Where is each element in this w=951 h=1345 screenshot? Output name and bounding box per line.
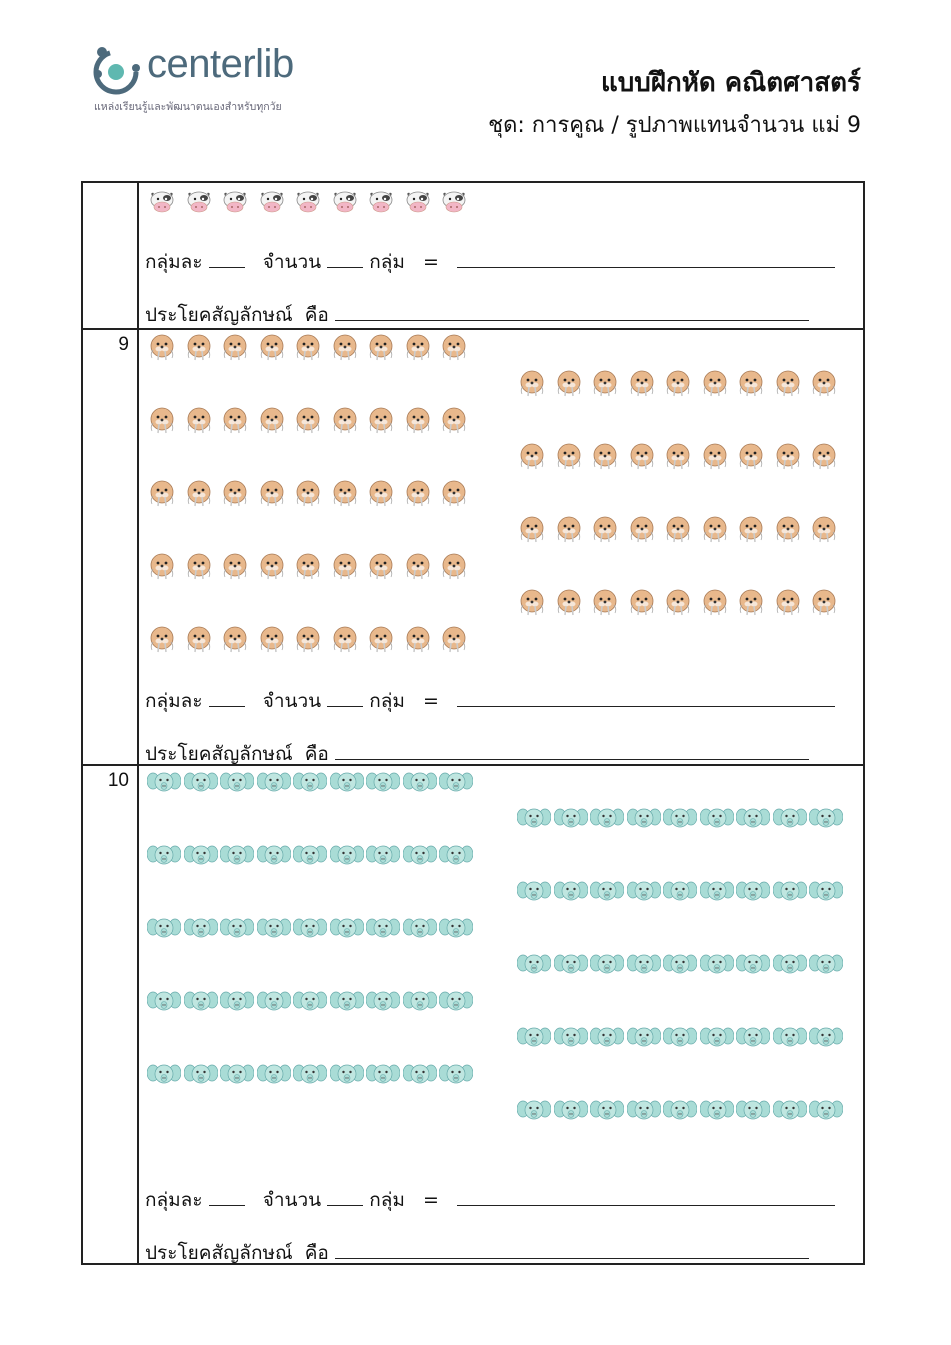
walrus-icon — [330, 407, 360, 435]
elephant-icon — [403, 770, 433, 798]
elephant-icon — [439, 916, 469, 944]
elephant-icon — [184, 770, 214, 798]
sentence-label: ประโยคสัญลักษณ์ — [145, 1242, 293, 1264]
walrus-icon — [439, 407, 469, 435]
elephant-icon — [663, 806, 693, 834]
walrus-icon — [554, 370, 584, 398]
elephant-icon — [517, 1098, 547, 1126]
walrus-icon — [330, 480, 360, 508]
walrus-icon — [184, 626, 214, 654]
per-group-blank[interactable] — [209, 1187, 245, 1206]
walrus-icon — [439, 334, 469, 362]
walrus-icon — [366, 626, 396, 654]
elephant-icon — [700, 879, 730, 907]
elephant-icon — [330, 989, 360, 1017]
walrus-icon — [403, 407, 433, 435]
count-label: จำนวน — [262, 251, 322, 273]
walrus-icon — [403, 480, 433, 508]
elephant-icon — [773, 806, 803, 834]
elephant-icon — [663, 1025, 693, 1053]
walrus-icon — [439, 626, 469, 654]
elephant-icon — [663, 1098, 693, 1126]
elephant-icon — [184, 1062, 214, 1090]
elephant-icon — [220, 989, 250, 1017]
is-label: คือ — [304, 304, 329, 326]
group-each-label: กลุ่มละ — [145, 251, 203, 273]
elephant-icon — [366, 916, 396, 944]
elephant-icon — [554, 1098, 584, 1126]
number-column — [83, 330, 139, 764]
elephant-icon — [809, 952, 839, 980]
walrus-icon — [627, 443, 657, 471]
walrus-icon — [809, 516, 839, 544]
walrus-icon — [366, 553, 396, 581]
walrus-icon — [773, 443, 803, 471]
walrus-icon — [220, 553, 250, 581]
walrus-icon — [257, 626, 287, 654]
elephant-icon — [590, 806, 620, 834]
groups-label: กลุ่ม — [369, 251, 405, 273]
answer-blank[interactable] — [457, 688, 835, 707]
logo-mark-icon — [92, 44, 144, 96]
sentence-line — [145, 300, 809, 330]
walrus-icon — [517, 443, 547, 471]
walrus-icon — [517, 370, 547, 398]
walrus-icon — [554, 516, 584, 544]
walrus-icon — [590, 443, 620, 471]
cow-icon — [147, 188, 177, 216]
elephant-icon — [220, 1062, 250, 1090]
walrus-icon — [257, 553, 287, 581]
problem-row — [83, 764, 863, 1263]
elephant-icon — [517, 879, 547, 907]
elephant-icon — [220, 916, 250, 944]
walrus-icon — [293, 480, 323, 508]
group-count-blank[interactable] — [327, 249, 363, 268]
walrus-icon — [330, 626, 360, 654]
group-each-label: กลุ่มละ — [145, 1189, 203, 1211]
logo — [92, 40, 352, 120]
walrus-icon — [439, 553, 469, 581]
elephant-icon — [736, 806, 766, 834]
count-label: จำนวน — [262, 1189, 322, 1211]
elephant-icon — [366, 843, 396, 871]
walrus-icon — [590, 516, 620, 544]
elephant-icon — [293, 843, 323, 871]
elephant-icon — [663, 879, 693, 907]
walrus-icon — [627, 516, 657, 544]
elephant-icon — [257, 770, 287, 798]
elephant-icon — [330, 770, 360, 798]
walrus-icon — [184, 553, 214, 581]
elephant-icon — [220, 770, 250, 798]
equation-line — [145, 1185, 835, 1215]
walrus-icon — [554, 443, 584, 471]
elephant-icon — [439, 770, 469, 798]
elephant-icon — [293, 916, 323, 944]
answer-blank[interactable] — [457, 1187, 835, 1206]
elephant-icon — [293, 770, 323, 798]
walrus-icon — [184, 480, 214, 508]
walrus-icon — [700, 589, 730, 617]
elephant-icon — [590, 952, 620, 980]
walrus-icon — [366, 480, 396, 508]
elephant-icon — [590, 1098, 620, 1126]
elephant-icon — [700, 952, 730, 980]
walrus-icon — [663, 370, 693, 398]
elephant-icon — [809, 1025, 839, 1053]
walrus-icon — [293, 626, 323, 654]
elephant-icon — [184, 916, 214, 944]
number-column — [83, 183, 139, 328]
walrus-icon — [700, 516, 730, 544]
elephant-icon — [147, 916, 177, 944]
walrus-icon — [627, 370, 657, 398]
elephant-icon — [147, 989, 177, 1017]
walrus-icon — [663, 589, 693, 617]
page-title: แบบฝึกหัด คณิตศาสตร์ — [600, 68, 861, 98]
walrus-icon — [403, 334, 433, 362]
walrus-icon — [366, 334, 396, 362]
elephant-icon — [700, 1025, 730, 1053]
cow-icon — [184, 188, 214, 216]
groups-label: กลุ่ม — [369, 690, 405, 712]
sentence-line — [145, 1238, 809, 1268]
sentence-blank[interactable] — [335, 1240, 809, 1259]
elephant-icon — [700, 806, 730, 834]
walrus-icon — [590, 589, 620, 617]
elephant-icon — [257, 843, 287, 871]
walrus-icon — [257, 407, 287, 435]
elephant-icon — [773, 952, 803, 980]
walrus-icon — [403, 553, 433, 581]
elephant-icon — [736, 1098, 766, 1126]
cow-icon — [403, 188, 433, 216]
is-label: คือ — [304, 743, 329, 765]
walrus-icon — [773, 589, 803, 617]
sentence-blank[interactable] — [335, 302, 809, 321]
walrus-icon — [736, 589, 766, 617]
elephant-icon — [590, 1025, 620, 1053]
walrus-icon — [147, 626, 177, 654]
walrus-icon — [293, 334, 323, 362]
cow-icon — [220, 188, 250, 216]
brand-tagline: แหล่งเรียนรู้และพัฒนาตนเองสำหรับทุกวัย — [94, 101, 282, 113]
elephant-icon — [293, 989, 323, 1017]
sentence-label: ประโยคสัญลักษณ์ — [145, 304, 293, 326]
elephant-icon — [809, 1098, 839, 1126]
walrus-icon — [517, 589, 547, 617]
elephant-icon — [627, 1098, 657, 1126]
walrus-icon — [257, 334, 287, 362]
elephant-icon — [403, 989, 433, 1017]
elephant-icon — [147, 1062, 177, 1090]
walrus-icon — [293, 407, 323, 435]
cow-icon — [293, 188, 323, 216]
elephant-icon — [554, 952, 584, 980]
elephant-icon — [809, 806, 839, 834]
elephant-icon — [147, 843, 177, 871]
elephant-icon — [366, 989, 396, 1017]
walrus-icon — [220, 407, 250, 435]
walrus-icon — [366, 407, 396, 435]
walrus-icon — [147, 480, 177, 508]
walrus-icon — [736, 443, 766, 471]
elephant-icon — [366, 770, 396, 798]
problem-number: 9 — [118, 334, 129, 355]
brand-name: centerlib — [147, 42, 294, 86]
walrus-icon — [220, 480, 250, 508]
elephant-icon — [184, 843, 214, 871]
elephant-icon — [330, 1062, 360, 1090]
elephant-icon — [736, 879, 766, 907]
elephant-icon — [627, 952, 657, 980]
walrus-icon — [700, 443, 730, 471]
walrus-icon — [293, 553, 323, 581]
walrus-icon — [330, 553, 360, 581]
elephant-icon — [554, 879, 584, 907]
title-block — [488, 62, 861, 142]
walrus-icon — [627, 589, 657, 617]
elephant-icon — [809, 879, 839, 907]
walrus-icon — [700, 370, 730, 398]
elephant-icon — [439, 843, 469, 871]
elephant-icon — [439, 989, 469, 1017]
group-count-blank[interactable] — [327, 688, 363, 707]
is-label: คือ — [304, 1242, 329, 1264]
walrus-icon — [809, 589, 839, 617]
walrus-icon — [590, 370, 620, 398]
per-group-blank[interactable] — [209, 249, 245, 268]
walrus-icon — [330, 334, 360, 362]
walrus-icon — [554, 589, 584, 617]
equation-line — [145, 247, 835, 277]
elephant-icon — [627, 879, 657, 907]
cow-icon — [439, 188, 469, 216]
walrus-icon — [517, 516, 547, 544]
elephant-icon — [700, 1098, 730, 1126]
sentence-label: ประโยคสัญลักษณ์ — [145, 743, 293, 765]
answer-blank[interactable] — [457, 249, 835, 268]
equation-line — [145, 686, 835, 716]
elephant-icon — [773, 879, 803, 907]
elephant-icon — [663, 952, 693, 980]
elephant-icon — [257, 1062, 287, 1090]
sentence-blank[interactable] — [335, 741, 809, 760]
group-each-label: กลุ่มละ — [145, 690, 203, 712]
worksheet-table — [81, 181, 865, 1265]
elephant-icon — [366, 1062, 396, 1090]
elephant-icon — [147, 770, 177, 798]
elephant-icon — [517, 1025, 547, 1053]
walrus-icon — [184, 334, 214, 362]
page-subtitle: ชุด: การคูณ / รูปภาพแทนจำนวน แม่ 9 — [488, 113, 861, 138]
elephant-icon — [736, 952, 766, 980]
equals-sign: = — [423, 1189, 439, 1211]
cow-icon — [330, 188, 360, 216]
elephant-icon — [220, 843, 250, 871]
group-count-blank[interactable] — [327, 1187, 363, 1206]
elephant-icon — [517, 952, 547, 980]
per-group-blank[interactable] — [209, 688, 245, 707]
walrus-icon — [663, 443, 693, 471]
walrus-icon — [147, 334, 177, 362]
elephant-icon — [439, 1062, 469, 1090]
walrus-icon — [147, 553, 177, 581]
elephant-icon — [403, 916, 433, 944]
problem-row — [83, 183, 863, 328]
elephant-icon — [293, 1062, 323, 1090]
walrus-icon — [809, 370, 839, 398]
elephant-icon — [773, 1098, 803, 1126]
walrus-icon — [147, 407, 177, 435]
problem-number: 10 — [107, 770, 129, 791]
groups-label: กลุ่ม — [369, 1189, 405, 1211]
elephant-icon — [257, 989, 287, 1017]
elephant-icon — [554, 806, 584, 834]
elephant-icon — [184, 989, 214, 1017]
walrus-icon — [736, 370, 766, 398]
elephant-icon — [403, 1062, 433, 1090]
walrus-icon — [809, 443, 839, 471]
walrus-icon — [184, 407, 214, 435]
walrus-icon — [220, 626, 250, 654]
elephant-icon — [627, 806, 657, 834]
walrus-icon — [773, 370, 803, 398]
cow-icon — [257, 188, 287, 216]
equals-sign: = — [423, 690, 439, 712]
walrus-icon — [220, 334, 250, 362]
walrus-icon — [403, 626, 433, 654]
elephant-icon — [627, 1025, 657, 1053]
elephant-icon — [517, 806, 547, 834]
elephant-icon — [736, 1025, 766, 1053]
problem-row — [83, 328, 863, 764]
cow-icon — [366, 188, 396, 216]
walrus-icon — [773, 516, 803, 544]
equals-sign: = — [423, 251, 439, 273]
number-column — [83, 766, 139, 1263]
elephant-icon — [330, 843, 360, 871]
walrus-icon — [663, 516, 693, 544]
walrus-icon — [257, 480, 287, 508]
count-label: จำนวน — [262, 690, 322, 712]
elephant-icon — [257, 916, 287, 944]
elephant-icon — [773, 1025, 803, 1053]
walrus-icon — [736, 516, 766, 544]
walrus-icon — [439, 480, 469, 508]
elephant-icon — [554, 1025, 584, 1053]
elephant-icon — [590, 879, 620, 907]
elephant-icon — [403, 843, 433, 871]
elephant-icon — [330, 916, 360, 944]
